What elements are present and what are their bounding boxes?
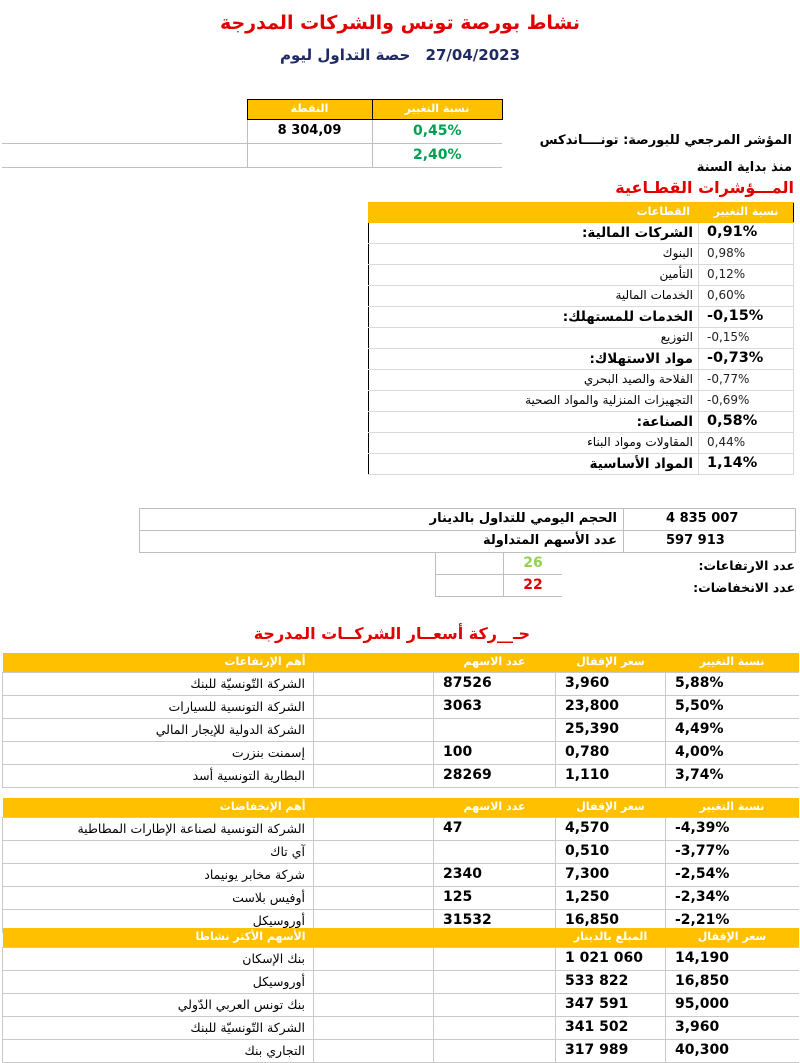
table-row bbox=[369, 349, 794, 370]
sector-change-pct: 0,91% bbox=[699, 223, 794, 244]
decliners-spacer bbox=[436, 575, 504, 597]
benchmark-index-label: المؤشر المرجعي للبورصة: تونــــاندكس bbox=[539, 133, 792, 148]
advancers-label: عدد الارتفاعات: bbox=[698, 558, 795, 573]
advancers-count: 26 bbox=[504, 553, 563, 575]
most-active-close-price: 14,190 bbox=[666, 948, 799, 971]
most-active-company-name: أوروسيكل bbox=[3, 971, 314, 994]
sector-name: الشركات المالية: bbox=[369, 223, 699, 244]
row-spacer bbox=[314, 719, 434, 742]
most-active-traded-amount: 1 021 060 bbox=[556, 948, 666, 971]
daily-volume-label: الحجم اليومي للتداول بالدينار bbox=[140, 509, 624, 531]
table-row bbox=[3, 841, 799, 864]
index-ytd-row-spacer bbox=[2, 144, 247, 168]
sector-change-pct: 0,98% bbox=[699, 244, 794, 265]
sector-header-change-pct: نسبة التغيير bbox=[699, 203, 794, 223]
most-active-close-price: 16,850 bbox=[666, 971, 799, 994]
table-row bbox=[369, 286, 794, 307]
gainers-header-change-pct: نسبة التغيير bbox=[666, 653, 799, 673]
trading-stats-table bbox=[139, 508, 796, 553]
advancers-decliners-table bbox=[435, 552, 562, 597]
sector-table-header-row bbox=[369, 203, 794, 223]
sector-name: المقاولات ومواد البناء bbox=[369, 433, 699, 454]
gainers-header-title: أهم الإرتفاعات bbox=[3, 653, 314, 673]
gainers-shares-count: 87526 bbox=[434, 673, 556, 696]
shares-traded-value: 597 913 bbox=[624, 531, 796, 553]
advancers-spacer bbox=[436, 553, 504, 575]
row-spacer-1 bbox=[434, 948, 556, 971]
index-ytd-points bbox=[247, 144, 372, 168]
losers-change-pct: -2,54% bbox=[666, 864, 799, 887]
losers-shares-count: 2340 bbox=[434, 864, 556, 887]
index-change-pct: 0,45% bbox=[372, 120, 502, 144]
losers-company-name: الشركة التونسية لصناعة الإطارات المطاطية bbox=[3, 818, 314, 841]
most-active-table bbox=[2, 928, 799, 1063]
losers-header-row bbox=[3, 798, 799, 818]
row-spacer bbox=[314, 696, 434, 719]
row-spacer-1 bbox=[434, 1040, 556, 1063]
losers-header-close-price: سعر الإقفال bbox=[556, 798, 666, 818]
losers-close-price: 4,570 bbox=[556, 818, 666, 841]
most-active-traded-amount: 347 591 bbox=[556, 994, 666, 1017]
sector-name: التجهيزات المنزلية والمواد الصحية bbox=[369, 391, 699, 412]
sector-change-pct: -0,73% bbox=[699, 349, 794, 370]
table-row bbox=[3, 971, 799, 994]
index-ytd-change-pct: 2,40% bbox=[372, 144, 502, 168]
most-active-close-price: 3,960 bbox=[666, 1017, 799, 1040]
active-header-amount: المبلغ بالدينار bbox=[556, 928, 666, 948]
row-spacer-2 bbox=[314, 971, 434, 994]
sector-name: الفلاحة والصيد البحري bbox=[369, 370, 699, 391]
table-row bbox=[436, 553, 563, 575]
benchmark-index-table bbox=[2, 99, 503, 168]
most-active-traded-amount: 317 989 bbox=[556, 1040, 666, 1063]
row-spacer bbox=[314, 673, 434, 696]
table-row bbox=[3, 1017, 799, 1040]
gainers-header-row bbox=[3, 653, 799, 673]
sector-name: الصناعة: bbox=[369, 412, 699, 433]
gainers-change-pct: 5,88% bbox=[666, 673, 799, 696]
most-active-company-name: بنك الإسكان bbox=[3, 948, 314, 971]
gainers-company-name: الشركة الدولية للإيجار المالي bbox=[3, 719, 314, 742]
gainers-close-price: 23,800 bbox=[556, 696, 666, 719]
losers-shares-count: 125 bbox=[434, 887, 556, 910]
gainers-header-shares: عدد الاسهم bbox=[434, 653, 556, 673]
table-row bbox=[369, 223, 794, 244]
report-date: 27/04/2023 bbox=[425, 46, 520, 64]
sector-header-sectors: القطاعات bbox=[369, 203, 699, 223]
sector-change-pct: -0,15% bbox=[699, 307, 794, 328]
table-row bbox=[3, 765, 799, 788]
index-header-points: النقطة bbox=[247, 100, 372, 120]
losers-header-shares: عدد الاسهم bbox=[434, 798, 556, 818]
sector-name: المواد الأساسية bbox=[369, 454, 699, 475]
sector-change-pct: -0,69% bbox=[699, 391, 794, 412]
sector-name: الخدمات المالية bbox=[369, 286, 699, 307]
row-spacer-2 bbox=[314, 948, 434, 971]
gainers-shares-count: 28269 bbox=[434, 765, 556, 788]
table-row bbox=[3, 742, 799, 765]
table-row bbox=[3, 696, 799, 719]
gainers-close-price: 3,960 bbox=[556, 673, 666, 696]
gainers-close-price: 1,110 bbox=[556, 765, 666, 788]
row-spacer-2 bbox=[314, 1017, 434, 1040]
active-header-close-price: سعر الإقفال bbox=[666, 928, 799, 948]
daily-volume-value: 4 835 007 bbox=[624, 509, 796, 531]
table-row bbox=[369, 433, 794, 454]
gainers-header-close-price: سعر الإقفال bbox=[556, 653, 666, 673]
losers-close-price: 16,850 bbox=[556, 910, 666, 933]
table-row bbox=[2, 120, 502, 144]
active-header-row bbox=[3, 928, 799, 948]
table-row bbox=[140, 509, 796, 531]
row-spacer bbox=[314, 887, 434, 910]
losers-company-name: أوروسيكل bbox=[3, 910, 314, 933]
losers-company-name: شركة مخابر يونيماد bbox=[3, 864, 314, 887]
table-row bbox=[369, 265, 794, 286]
sector-change-pct: -0,77% bbox=[699, 370, 794, 391]
table-row bbox=[369, 412, 794, 433]
table-row bbox=[3, 887, 799, 910]
table-row bbox=[3, 719, 799, 742]
table-row bbox=[436, 575, 563, 597]
gainers-close-price: 25,390 bbox=[556, 719, 666, 742]
active-header-spacer-1 bbox=[434, 928, 556, 948]
gainers-change-pct: 4,49% bbox=[666, 719, 799, 742]
index-table-header-row bbox=[2, 100, 502, 120]
gainers-change-pct: 4,00% bbox=[666, 742, 799, 765]
ytd-index-label: منذ بداية السنة bbox=[696, 160, 792, 175]
most-active-traded-amount: 533 822 bbox=[556, 971, 666, 994]
losers-shares-count bbox=[434, 841, 556, 864]
decliners-label: عدد الانخفاضات: bbox=[693, 580, 795, 595]
gainers-company-name: الشركة التونسية للسيارات bbox=[3, 696, 314, 719]
sector-change-pct: 0,44% bbox=[699, 433, 794, 454]
gainers-company-name: البطارية التونسية أسد bbox=[3, 765, 314, 788]
sector-section-heading: المـــؤشرات القطـاعية bbox=[615, 178, 794, 197]
sector-change-pct: 0,12% bbox=[699, 265, 794, 286]
losers-change-pct: -2,21% bbox=[666, 910, 799, 933]
table-row bbox=[2, 144, 502, 168]
index-points: 8 304,09 bbox=[247, 120, 372, 144]
report-subtitle-label: حصة التداول ليوم bbox=[279, 46, 411, 64]
losers-company-name: أوفيس بلاست bbox=[3, 887, 314, 910]
index-header-change-pct: نسبة التغيير bbox=[372, 100, 502, 120]
losers-shares-count: 47 bbox=[434, 818, 556, 841]
decliners-count: 22 bbox=[504, 575, 563, 597]
losers-change-pct: -3,77% bbox=[666, 841, 799, 864]
most-active-company-name: التجاري بنك bbox=[3, 1040, 314, 1063]
losers-change-pct: -2,34% bbox=[666, 887, 799, 910]
index-header-spacer bbox=[2, 100, 247, 120]
sector-name: التأمين bbox=[369, 265, 699, 286]
gainers-header-spacer bbox=[314, 653, 434, 673]
row-spacer-1 bbox=[434, 971, 556, 994]
active-header-spacer-2 bbox=[314, 928, 434, 948]
sector-change-pct: 0,58% bbox=[699, 412, 794, 433]
top-gainers-table bbox=[2, 653, 799, 788]
sector-name: التوزيع bbox=[369, 328, 699, 349]
gainers-change-pct: 5,50% bbox=[666, 696, 799, 719]
row-spacer bbox=[314, 742, 434, 765]
gainers-change-pct: 3,74% bbox=[666, 765, 799, 788]
table-row bbox=[3, 994, 799, 1017]
gainers-shares-count: 3063 bbox=[434, 696, 556, 719]
movers-section-heading: حـ__ركة أسعــار الشركــات المدرجة bbox=[253, 624, 530, 643]
page-title: نشاط بورصة تونس والشركات المدرجة bbox=[219, 12, 581, 34]
table-row bbox=[369, 244, 794, 265]
table-row bbox=[3, 948, 799, 971]
table-row bbox=[3, 864, 799, 887]
sector-name: الخدمات للمستهلك: bbox=[369, 307, 699, 328]
table-row bbox=[369, 307, 794, 328]
index-row-spacer bbox=[2, 120, 247, 144]
losers-close-price: 0,510 bbox=[556, 841, 666, 864]
sector-name: مواد الاستهلاك: bbox=[369, 349, 699, 370]
sector-indices-table bbox=[368, 202, 794, 475]
row-spacer bbox=[314, 818, 434, 841]
most-active-traded-amount: 341 502 bbox=[556, 1017, 666, 1040]
table-row bbox=[3, 1040, 799, 1063]
top-losers-table bbox=[2, 798, 799, 933]
most-active-close-price: 40,300 bbox=[666, 1040, 799, 1063]
gainers-company-name: إسمنت بنزرت bbox=[3, 742, 314, 765]
losers-close-price: 1,250 bbox=[556, 887, 666, 910]
table-row bbox=[369, 391, 794, 412]
sector-change-pct: 1,14% bbox=[699, 454, 794, 475]
row-spacer-1 bbox=[434, 1017, 556, 1040]
most-active-company-name: بنك تونس العربي الدّولي bbox=[3, 994, 314, 1017]
most-active-company-name: الشركة التّونسيّة للبنك bbox=[3, 1017, 314, 1040]
losers-header-title: أهم الإنخفاضات bbox=[3, 798, 314, 818]
gainers-shares-count bbox=[434, 719, 556, 742]
table-row bbox=[3, 673, 799, 696]
losers-close-price: 7,300 bbox=[556, 864, 666, 887]
table-row bbox=[369, 328, 794, 349]
row-spacer-2 bbox=[314, 1040, 434, 1063]
most-active-close-price: 95,000 bbox=[666, 994, 799, 1017]
gainers-close-price: 0,780 bbox=[556, 742, 666, 765]
table-row bbox=[140, 531, 796, 553]
sector-change-pct: -0,15% bbox=[699, 328, 794, 349]
gainers-company-name: الشركة التّونسيّة للبنك bbox=[3, 673, 314, 696]
losers-header-spacer bbox=[314, 798, 434, 818]
losers-shares-count: 31532 bbox=[434, 910, 556, 933]
row-spacer bbox=[314, 765, 434, 788]
table-row bbox=[3, 818, 799, 841]
table-row bbox=[369, 370, 794, 391]
active-header-title: الأسهم الأكثر نشاطا bbox=[3, 928, 314, 948]
row-spacer bbox=[314, 841, 434, 864]
row-spacer bbox=[314, 864, 434, 887]
shares-traded-label: عدد الأسهم المتداولة bbox=[140, 531, 624, 553]
table-row bbox=[369, 454, 794, 475]
losers-company-name: آي تاك bbox=[3, 841, 314, 864]
sector-name: البنوك bbox=[369, 244, 699, 265]
losers-change-pct: -4,39% bbox=[666, 818, 799, 841]
losers-header-change-pct: نسبة التغيير bbox=[666, 798, 799, 818]
gainers-shares-count: 100 bbox=[434, 742, 556, 765]
sector-change-pct: 0,60% bbox=[699, 286, 794, 307]
row-spacer-2 bbox=[314, 994, 434, 1017]
row-spacer-1 bbox=[434, 994, 556, 1017]
report-subtitle bbox=[0, 46, 800, 64]
